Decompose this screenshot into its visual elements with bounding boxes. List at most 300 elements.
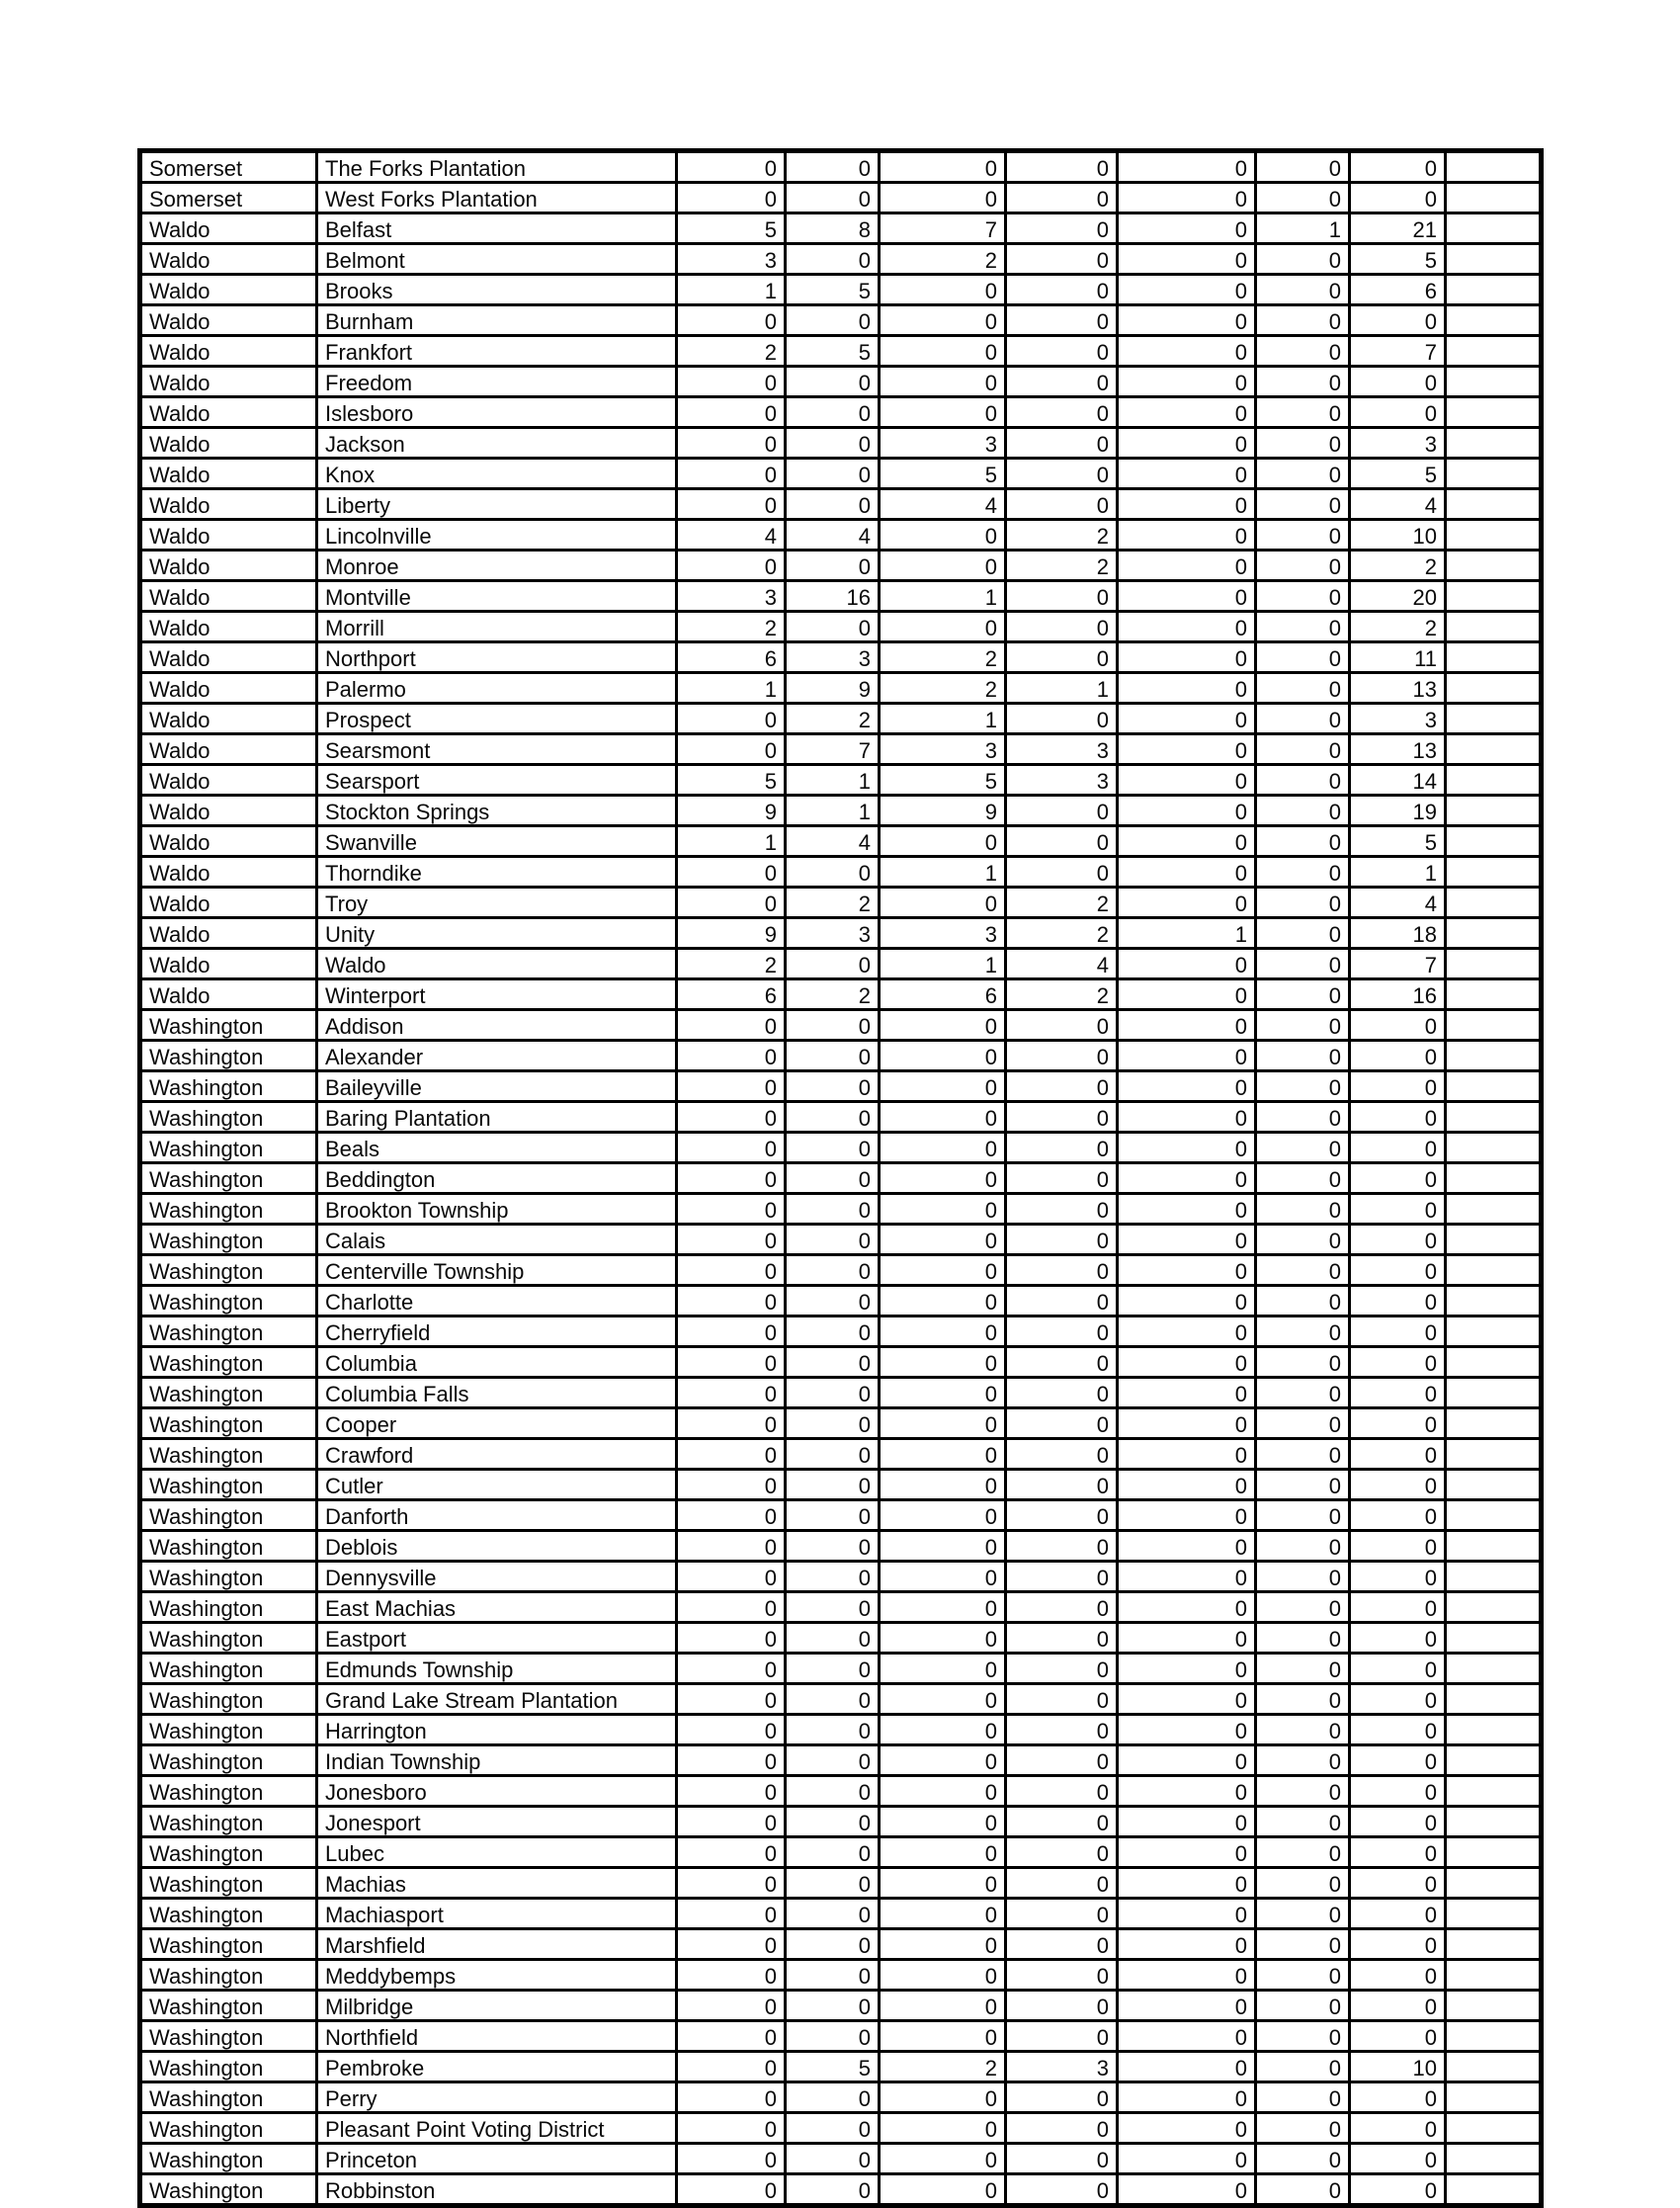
town-cell: Searsmont (317, 734, 677, 765)
value-cell-1: 0 (677, 2021, 786, 2052)
value-cell-2: 3 (786, 642, 880, 673)
value-cell-4: 0 (1006, 826, 1118, 857)
value-cell-7: 4 (1350, 489, 1446, 520)
value-cell-2: 0 (786, 367, 880, 397)
value-cell-7: 14 (1350, 765, 1446, 796)
value-cell-3: 0 (880, 305, 1006, 336)
value-cell-3: 0 (880, 1225, 1006, 1255)
county-cell: Washington (140, 2021, 317, 2052)
value-cell-5: 0 (1118, 796, 1256, 826)
value-cell-5: 0 (1118, 1991, 1256, 2021)
county-cell: Washington (140, 1960, 317, 1991)
value-cell-4: 0 (1006, 367, 1118, 397)
town-cell: Frankfort (317, 336, 677, 367)
value-cell-5: 0 (1118, 1316, 1256, 1347)
blank-cell (1446, 642, 1542, 673)
value-cell-1: 9 (677, 796, 786, 826)
value-cell-2: 0 (786, 1102, 880, 1133)
value-cell-1: 0 (677, 1592, 786, 1623)
value-cell-3: 0 (880, 1684, 1006, 1715)
value-cell-6: 0 (1256, 581, 1350, 612)
county-cell: Washington (140, 2082, 317, 2113)
value-cell-4: 0 (1006, 1010, 1118, 1041)
value-cell-3: 0 (880, 1347, 1006, 1378)
value-cell-3: 0 (880, 1010, 1006, 1041)
value-cell-3: 0 (880, 2174, 1006, 2206)
value-cell-6: 0 (1256, 1041, 1350, 1071)
table-row (140, 244, 1542, 275)
table-row (140, 1286, 1542, 1316)
value-cell-6: 0 (1256, 1868, 1350, 1899)
blank-cell (1446, 428, 1542, 459)
value-cell-7: 0 (1350, 151, 1446, 183)
value-cell-1: 0 (677, 1562, 786, 1592)
value-cell-4: 0 (1006, 1745, 1118, 1776)
value-cell-7: 0 (1350, 1133, 1446, 1163)
value-cell-1: 0 (677, 1071, 786, 1102)
blank-cell (1446, 1837, 1542, 1868)
value-cell-1: 0 (677, 151, 786, 183)
table-row (140, 397, 1542, 428)
blank-cell (1446, 1592, 1542, 1623)
value-cell-4: 0 (1006, 796, 1118, 826)
value-cell-2: 2 (786, 704, 880, 734)
value-cell-6: 0 (1256, 1010, 1350, 1041)
value-cell-4: 0 (1006, 1102, 1118, 1133)
table-row (140, 1439, 1542, 1470)
value-cell-6: 0 (1256, 1654, 1350, 1684)
value-cell-1: 3 (677, 581, 786, 612)
town-cell: Knox (317, 459, 677, 489)
table-row (140, 489, 1542, 520)
value-cell-5: 0 (1118, 1837, 1256, 1868)
value-cell-5: 0 (1118, 1929, 1256, 1960)
county-cell: Washington (140, 1439, 317, 1470)
value-cell-1: 0 (677, 734, 786, 765)
county-cell: Washington (140, 1316, 317, 1347)
town-cell: Milbridge (317, 1991, 677, 2021)
value-cell-2: 0 (786, 1776, 880, 1807)
blank-cell (1446, 1225, 1542, 1255)
value-cell-2: 5 (786, 275, 880, 305)
value-cell-6: 0 (1256, 2052, 1350, 2082)
town-cell: Alexander (317, 1041, 677, 1071)
value-cell-5: 0 (1118, 275, 1256, 305)
town-cell: Beddington (317, 1163, 677, 1194)
value-cell-5: 0 (1118, 857, 1256, 888)
table-row (140, 1776, 1542, 1807)
value-cell-4: 0 (1006, 2113, 1118, 2144)
blank-cell (1446, 1531, 1542, 1562)
value-cell-1: 0 (677, 1929, 786, 1960)
value-cell-5: 0 (1118, 704, 1256, 734)
town-cell: Columbia Falls (317, 1378, 677, 1408)
table-row (140, 1623, 1542, 1654)
town-cell: Thorndike (317, 857, 677, 888)
value-cell-7: 5 (1350, 459, 1446, 489)
value-cell-7: 0 (1350, 367, 1446, 397)
value-cell-1: 0 (677, 1194, 786, 1225)
value-cell-3: 0 (880, 1378, 1006, 1408)
value-cell-1: 1 (677, 673, 786, 704)
value-cell-2: 0 (786, 949, 880, 979)
value-cell-4: 0 (1006, 1255, 1118, 1286)
table-row (140, 2082, 1542, 2113)
value-cell-2: 0 (786, 1071, 880, 1102)
value-cell-3: 0 (880, 551, 1006, 581)
value-cell-6: 0 (1256, 2113, 1350, 2144)
table-row (140, 213, 1542, 244)
value-cell-4: 0 (1006, 1408, 1118, 1439)
value-cell-5: 0 (1118, 581, 1256, 612)
value-cell-7: 0 (1350, 1562, 1446, 1592)
value-cell-4: 3 (1006, 765, 1118, 796)
value-cell-5: 0 (1118, 1684, 1256, 1715)
value-cell-1: 0 (677, 1439, 786, 1470)
value-cell-1: 0 (677, 1316, 786, 1347)
county-cell: Waldo (140, 581, 317, 612)
value-cell-4: 0 (1006, 1562, 1118, 1592)
value-cell-5: 0 (1118, 1715, 1256, 1745)
value-cell-1: 0 (677, 1776, 786, 1807)
county-cell: Washington (140, 1378, 317, 1408)
value-cell-1: 0 (677, 1991, 786, 2021)
value-cell-1: 2 (677, 612, 786, 642)
value-cell-4: 0 (1006, 1960, 1118, 1991)
blank-cell (1446, 183, 1542, 213)
value-cell-1: 0 (677, 459, 786, 489)
table-row (140, 1225, 1542, 1255)
county-cell: Waldo (140, 397, 317, 428)
table-row (140, 520, 1542, 551)
county-cell: Washington (140, 1654, 317, 1684)
value-cell-1: 0 (677, 397, 786, 428)
value-cell-4: 0 (1006, 397, 1118, 428)
value-cell-7: 0 (1350, 1439, 1446, 1470)
value-cell-5: 0 (1118, 1776, 1256, 1807)
blank-cell (1446, 857, 1542, 888)
value-cell-1: 0 (677, 2082, 786, 2113)
table-row (140, 2144, 1542, 2174)
value-cell-5: 0 (1118, 979, 1256, 1010)
value-cell-1: 0 (677, 1807, 786, 1837)
value-cell-2: 4 (786, 520, 880, 551)
blank-cell (1446, 520, 1542, 551)
value-cell-3: 0 (880, 826, 1006, 857)
blank-cell (1446, 673, 1542, 704)
value-cell-6: 0 (1256, 397, 1350, 428)
value-cell-7: 0 (1350, 1623, 1446, 1654)
value-cell-7: 0 (1350, 1745, 1446, 1776)
value-cell-4: 0 (1006, 428, 1118, 459)
value-cell-2: 8 (786, 213, 880, 244)
county-cell: Washington (140, 2052, 317, 2082)
value-cell-6: 0 (1256, 1439, 1350, 1470)
town-cell: Beals (317, 1133, 677, 1163)
value-cell-6: 0 (1256, 1347, 1350, 1378)
value-cell-1: 0 (677, 1500, 786, 1531)
value-cell-6: 0 (1256, 1899, 1350, 1929)
blank-cell (1446, 1745, 1542, 1776)
value-cell-7: 3 (1350, 704, 1446, 734)
blank-cell (1446, 979, 1542, 1010)
county-cell: Waldo (140, 796, 317, 826)
value-cell-4: 0 (1006, 1837, 1118, 1868)
value-cell-7: 6 (1350, 275, 1446, 305)
county-cell: Washington (140, 2144, 317, 2174)
value-cell-7: 0 (1350, 1929, 1446, 1960)
value-cell-3: 0 (880, 1163, 1006, 1194)
county-cell: Washington (140, 1684, 317, 1715)
value-cell-3: 3 (880, 428, 1006, 459)
value-cell-1: 0 (677, 2144, 786, 2174)
value-cell-7: 0 (1350, 2113, 1446, 2144)
value-cell-5: 0 (1118, 1807, 1256, 1837)
value-cell-1: 0 (677, 2113, 786, 2144)
value-cell-3: 0 (880, 612, 1006, 642)
value-cell-1: 0 (677, 1255, 786, 1286)
value-cell-7: 10 (1350, 2052, 1446, 2082)
value-cell-4: 0 (1006, 1654, 1118, 1684)
value-cell-6: 0 (1256, 734, 1350, 765)
value-cell-3: 0 (880, 1194, 1006, 1225)
table-row (140, 1684, 1542, 1715)
value-cell-5: 0 (1118, 305, 1256, 336)
value-cell-2: 0 (786, 1408, 880, 1439)
blank-cell (1446, 1133, 1542, 1163)
value-cell-7: 0 (1350, 1500, 1446, 1531)
value-cell-5: 0 (1118, 673, 1256, 704)
value-cell-5: 0 (1118, 244, 1256, 275)
value-cell-2: 0 (786, 151, 880, 183)
value-cell-4: 0 (1006, 642, 1118, 673)
value-cell-1: 0 (677, 1010, 786, 1041)
county-cell: Waldo (140, 642, 317, 673)
value-cell-6: 0 (1256, 1470, 1350, 1500)
value-cell-3: 6 (880, 979, 1006, 1010)
value-cell-4: 3 (1006, 2052, 1118, 2082)
value-cell-2: 0 (786, 2113, 880, 2144)
value-cell-4: 0 (1006, 1378, 1118, 1408)
value-cell-2: 0 (786, 1684, 880, 1715)
value-cell-1: 5 (677, 213, 786, 244)
value-cell-6: 0 (1256, 1776, 1350, 1807)
value-cell-6: 0 (1256, 1378, 1350, 1408)
county-cell: Washington (140, 1837, 317, 1868)
value-cell-6: 0 (1256, 1837, 1350, 1868)
value-cell-6: 0 (1256, 1960, 1350, 1991)
value-cell-7: 0 (1350, 1960, 1446, 1991)
town-cell: Baring Plantation (317, 1102, 677, 1133)
value-cell-5: 0 (1118, 826, 1256, 857)
table-row (140, 367, 1542, 397)
town-cell: Deblois (317, 1531, 677, 1562)
value-cell-4: 0 (1006, 1899, 1118, 1929)
value-cell-7: 0 (1350, 1071, 1446, 1102)
value-cell-6: 0 (1256, 642, 1350, 673)
blank-cell (1446, 1868, 1542, 1899)
town-cell: Liberty (317, 489, 677, 520)
town-cell: Marshfield (317, 1929, 677, 1960)
value-cell-5: 0 (1118, 1347, 1256, 1378)
value-cell-2: 0 (786, 1654, 880, 1684)
value-cell-2: 0 (786, 1715, 880, 1745)
value-cell-3: 0 (880, 1868, 1006, 1899)
value-cell-5: 0 (1118, 1041, 1256, 1071)
value-cell-2: 0 (786, 857, 880, 888)
blank-cell (1446, 1960, 1542, 1991)
table-row (140, 1010, 1542, 1041)
value-cell-5: 0 (1118, 1255, 1256, 1286)
table-row (140, 1133, 1542, 1163)
value-cell-6: 0 (1256, 520, 1350, 551)
county-cell: Washington (140, 2174, 317, 2206)
value-cell-3: 2 (880, 642, 1006, 673)
value-cell-2: 0 (786, 1255, 880, 1286)
county-cell: Washington (140, 1715, 317, 1745)
value-cell-1: 0 (677, 1225, 786, 1255)
county-cell: Washington (140, 1745, 317, 1776)
value-cell-3: 0 (880, 2082, 1006, 2113)
value-cell-5: 0 (1118, 1562, 1256, 1592)
blank-cell (1446, 1316, 1542, 1347)
value-cell-7: 19 (1350, 796, 1446, 826)
value-cell-7: 0 (1350, 1102, 1446, 1133)
blank-cell (1446, 612, 1542, 642)
county-cell: Waldo (140, 520, 317, 551)
value-cell-3: 2 (880, 244, 1006, 275)
town-cell: Indian Township (317, 1745, 677, 1776)
value-cell-2: 9 (786, 673, 880, 704)
value-cell-6: 0 (1256, 1592, 1350, 1623)
value-cell-3: 0 (880, 1807, 1006, 1837)
value-cell-7: 0 (1350, 1837, 1446, 1868)
value-cell-2: 0 (786, 1286, 880, 1316)
value-cell-4: 4 (1006, 949, 1118, 979)
value-cell-7: 1 (1350, 857, 1446, 888)
value-cell-1: 0 (677, 1133, 786, 1163)
value-cell-4: 0 (1006, 489, 1118, 520)
value-cell-6: 0 (1256, 1163, 1350, 1194)
blank-cell (1446, 1255, 1542, 1286)
value-cell-1: 0 (677, 1378, 786, 1408)
value-cell-2: 5 (786, 2052, 880, 2082)
value-cell-2: 0 (786, 1347, 880, 1378)
value-cell-3: 0 (880, 1562, 1006, 1592)
table-row (140, 1041, 1542, 1071)
value-cell-4: 0 (1006, 305, 1118, 336)
blank-cell (1446, 581, 1542, 612)
value-cell-2: 0 (786, 612, 880, 642)
value-cell-2: 0 (786, 397, 880, 428)
value-cell-2: 7 (786, 734, 880, 765)
county-cell: Washington (140, 1041, 317, 1071)
county-cell: Waldo (140, 918, 317, 949)
value-cell-4: 0 (1006, 275, 1118, 305)
value-cell-4: 0 (1006, 1225, 1118, 1255)
value-cell-6: 0 (1256, 1991, 1350, 2021)
value-cell-1: 0 (677, 1470, 786, 1500)
value-cell-4: 0 (1006, 151, 1118, 183)
value-cell-3: 0 (880, 1133, 1006, 1163)
county-cell: Waldo (140, 826, 317, 857)
table-row (140, 1868, 1542, 1899)
value-cell-6: 0 (1256, 2174, 1350, 2206)
value-cell-1: 0 (677, 1347, 786, 1378)
value-cell-1: 1 (677, 826, 786, 857)
value-cell-2: 0 (786, 244, 880, 275)
value-cell-7: 0 (1350, 1194, 1446, 1225)
blank-cell (1446, 1684, 1542, 1715)
blank-cell (1446, 1071, 1542, 1102)
town-cell: Lubec (317, 1837, 677, 1868)
value-cell-7: 7 (1350, 336, 1446, 367)
value-cell-3: 0 (880, 1592, 1006, 1623)
blank-cell (1446, 1102, 1542, 1133)
value-cell-2: 1 (786, 796, 880, 826)
value-cell-4: 0 (1006, 1194, 1118, 1225)
value-cell-7: 0 (1350, 1991, 1446, 2021)
value-cell-3: 0 (880, 1316, 1006, 1347)
value-cell-3: 0 (880, 1623, 1006, 1654)
value-cell-4: 0 (1006, 1776, 1118, 1807)
value-cell-6: 0 (1256, 765, 1350, 796)
county-cell: Washington (140, 1776, 317, 1807)
value-cell-6: 0 (1256, 1684, 1350, 1715)
blank-cell (1446, 305, 1542, 336)
value-cell-6: 0 (1256, 796, 1350, 826)
town-cell: Princeton (317, 2144, 677, 2174)
town-cell: Addison (317, 1010, 677, 1041)
value-cell-4: 0 (1006, 1500, 1118, 1531)
value-cell-6: 0 (1256, 612, 1350, 642)
value-cell-5: 0 (1118, 1408, 1256, 1439)
value-cell-1: 0 (677, 1745, 786, 1776)
value-cell-2: 2 (786, 888, 880, 918)
value-cell-5: 0 (1118, 1439, 1256, 1470)
value-cell-7: 0 (1350, 397, 1446, 428)
county-cell: Waldo (140, 367, 317, 397)
value-cell-6: 0 (1256, 1531, 1350, 1562)
value-cell-6: 0 (1256, 151, 1350, 183)
value-cell-7: 0 (1350, 1868, 1446, 1899)
blank-cell (1446, 826, 1542, 857)
blank-cell (1446, 2174, 1542, 2206)
value-cell-1: 0 (677, 888, 786, 918)
town-cell: Waldo (317, 949, 677, 979)
table-row (140, 888, 1542, 918)
value-cell-5: 0 (1118, 1868, 1256, 1899)
value-cell-4: 0 (1006, 213, 1118, 244)
blank-cell (1446, 2021, 1542, 2052)
value-cell-2: 0 (786, 1163, 880, 1194)
blank-cell (1446, 949, 1542, 979)
table-row (140, 1715, 1542, 1745)
county-cell: Waldo (140, 704, 317, 734)
value-cell-2: 16 (786, 581, 880, 612)
value-cell-1: 3 (677, 244, 786, 275)
value-cell-5: 0 (1118, 1010, 1256, 1041)
value-cell-5: 0 (1118, 551, 1256, 581)
value-cell-6: 0 (1256, 979, 1350, 1010)
town-cell: Troy (317, 888, 677, 918)
town-cell: Danforth (317, 1500, 677, 1531)
value-cell-2: 0 (786, 1225, 880, 1255)
table-row (140, 2113, 1542, 2144)
value-cell-7: 20 (1350, 581, 1446, 612)
value-cell-4: 0 (1006, 2174, 1118, 2206)
value-cell-7: 3 (1350, 428, 1446, 459)
